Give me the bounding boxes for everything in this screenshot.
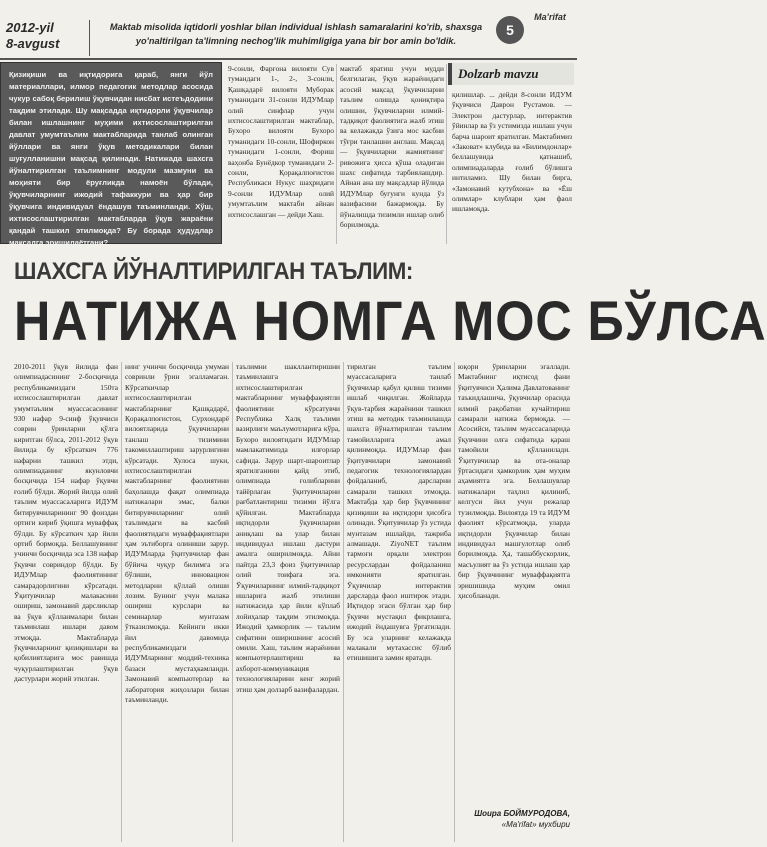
header-rule: [0, 58, 577, 60]
top-column-4: қилишлар. ... дейди 8-сонли ИДУМ ўқувчиси Даврон Рустамов. — Электрон дастурлар, интерактив ўйинлар ва ўз устимизда ишлаш учун барча шароит яратилган. Мактабимиз «Заковат» клубида ва «Билимдонлар» беллашувида қатнашиб, олимпиадаларда ғолиб бўлишга интиламиз. Шу билан бирга, «Замонавий кутубхона» ва «Ёш олимлар» клублари ҳам фаол ишламоқда.: [452, 90, 572, 214]
top-column-3: мактаб яратиш учун мудди белгилаган, ўқув жараёнидаги асосий мақсад ўқувчиларни таълим олишда қониқтира олишни, ўқувчиларни илмий-тадқиқот фаолиятига жалб этиш ва келажакда ўзига мос касбни тўғри танлашни англаш. Мақсад — ўқувчиларни жамиятнинг ривожига ҳисса қўша оладиган шахс сифатида тарбиялашдир. Айнан ана шу мақсадлар йўлида ИДУМлар бугунги кунда ўз вазифасини бажармоқда. Бу йўналишда тизимли ишлар олиб борилмоқда.: [340, 64, 444, 230]
lead-paragraph: Қизиқиши ва иқтидорига қараб, янги йўл материаллари, илмор педагогик методлар асосида чукур сабоқ берилиш ўқувчидан нисбат истеъдодини тақдим этилади. Шу мақсадда иқтидорли ўқувчилар билан ишлашнинг муҳими ихтисослаштирилган давлат умумтаълим мактабларида танлаб олинган йўллари ва янги ўқув методикалари билан шуғулланишни мақсад қилинади. Натижада шахсга йўналтирилган таълимнинг модули мазмуни ва моҳияти бир ёруғликда намоён бўлади, ўқувчиларнинг ижодий тафаккури ва ҳар бир ўқувчига индивидуал ёндашув таъминланди. Хўш, ихтисослаштирилган мактабларда ўқув жараёни қандай ташкил этилмоқда? Бу борада ҳудудлар мақсадга эришилаётгани?: [0, 62, 222, 244]
section-label: Dolzarb mavzu: [448, 63, 574, 85]
top-column-2: 9-сонли, Фарғона вилояти Сув тумандаги 1-, 2-, 3-сонли, Қашқадарё вилояти Муборак туманидаги 31-сонли ИДУМлар олий синфлар учун ихтисослаштирилган мактаблар, Бухоро вилояти Бухоро туманидаги 10-сонли, Шофиркон туманидаги 1-сонли, Фориш ваҳонба Бунёдкор туманидаги 2-сонли, Қорақалпоғистон Республикаси Нукус шаҳридаги 9-сонли ИДУМлар олий умумтаълим мактаби айнан ихтисослашган — дейди Хаш.: [228, 64, 334, 219]
page-number-badge: 5: [496, 16, 524, 44]
article-kicker: ШАХСГА ЙЎНАЛТИРИЛГАН ТАЪЛИМ:: [14, 258, 413, 285]
column-divider: [446, 64, 447, 244]
body-column-2: нинг учинчи босқичида умуман совринли ўрин эгалламаган. Кўрсаткичлар ихтисослаштирилган мактабларнинг Қашқадарё, Қорақалпоғистон, Сурхондарё вилоятларида ўқувчиларни танлаш тизимини такомиллаштириш зарурлигини кўрсатади. Хулоса шуки, ихтисослаштирилган мактабларнинг фаолиятини баҳолашда фақат олимпиада натижалари эмас, балки битирувчиларнинг олий таълимдаги ва касбий фаолиятидаги муваффақиятлари ҳам эътиборга олиниши зарур. ИДУМларда ўқитувчилар фан бўйича чуқур билимга эга бўлиши, инновацион методларни қўллай олиши лозим. Бунинг учун малака ошириш курслари ва семинарлар мунтазам ўтказилмоқда. Кейинги икки йил давомида республикамиздаги ИДУМларнинг моддий-техника базаси мустаҳкамланди. Замонавий компьютерлар ва лаборатория жиҳозлари билан таъминланди.: [125, 362, 229, 704]
body-column-1: 2010-2011 ўқув йилида фан олимпиадасининг 2-босқичида республикамиздаги 150та ихтисослаштирилган давлат умумтаълим муассасасининг 930 нафар 9-синф ўқувчиси соврин ўринларни қўлга киритган бўлса, 2011-2012 ўқув йилида бу кўрсаткич 776 нафарни ташкил этди, олимпиаданинг якунловчи босқичида 154 нафар ўқувчи ғолиб бўлди. Жорий йилда олий таълим муассасаларига ИДУМ битирувчиларининг 90 фоиздан ортиғи кириб ўқишга муваффақ бўлди. Бу кўрсаткич ҳар йили ортиб бормоқда. Беллашувнинг учинчи босқичида эса 138 нафар ўқувчи совриндор бўлди. Бу ИДУМлар фаолиятининг самарадорлигини кўрсатади. Ўқитувчилар малакасини ошириш, замонавий дарсликлар ва ўқув қўлланмалари билан таъминлаш ишлари давом этмоқда. Мактабларда ўқувчиларнинг қизиқишлари ва қобилиятларига мос равишда чуқурлаштирилган ўқув дастурлари жорий этилган.: [14, 362, 118, 684]
issue-day: 8-avgust: [6, 36, 60, 51]
column-divider: [336, 64, 337, 244]
column-divider: [454, 362, 455, 842]
issue-date: [0, 20, 90, 56]
author-name: Шоира БОЙМУРОДОВА,: [474, 809, 570, 818]
page-header: [0, 0, 577, 60]
body-column-4: тирилган таълим муассасаларига танлаб ўқувчилар қабул қилиш тизими ишлаб чиқилган. Жойларда ўқув-тарбия жараёнини ташкил этиш ва методик таъминлашда шахсга йўналтирилган таълим тамойилларига амал қилинмоқда. ИДУМлар фан ўқитувчилари замонавий педагогик технологиялардан фойдаланиб, дарсларни самарали ташкил этмоқда. Мактабда ҳар бир ўқувчининг қизиқиши ва иқтидори ҳисобга олинади. Ўқитувчилар ўз устида мунтазам ишлайди, тажриба алмашади. ZiyoNET таълим тармоғи орқали электрон ресурслардан фойдаланиш имконияти яратилган. Ўқувчилар интерактив дарсларда фаол иштирок этади. Иқтидор эгаси бўлган ҳар бир ўқувчи мустақил фикрлашга, ижодий ёндашувга ўргатилади. Бу эса уларнинг келажакда малакали мутахассис бўлиб етишишига замин яратади.: [347, 362, 451, 663]
header-tagline: Maktab misolida iqtidorli yoshlar bilan individual ishlash samaralarini ko'rib, shaxsga yo'naltirilgan ta'limning nechog'lik muhimligiga yana bir bor amin bo'ldik.: [109, 22, 483, 46]
newspaper-masthead: Ma'rifat: [534, 12, 566, 22]
body-column-3: таълимни шакллантиришни таъминлашга ихтисослаштирилган мактабларнинг муваффақиятли фаолиятини кўрсатувчи Республика Халқ таълими вазирлиги маълумотларига кўра, Бухоро вилоятидаги ИДУМлар мамлакатимизда илғорлар сафида. Зарур шарт-шароитлар яратилганини қайд этиб, олимпиада ғолибларини тайёрлаган ўқитувчиларни рағбатлантириш тизими йўлга қўйилган. Мактабларда иқтидорли ўқувчиларни аниқлаш ва улар билан индивидуал ишлаш дастури амалга оширилмоқда. Айни пайтда 23,3 фоиз ўқитувчилар олий тоифага эга. Ўқувчиларнинг илмий-тадқиқот ишларига жалб этилиши натижасида ҳар йили кўплаб лойиҳалар тақдим этилмоқда. Ижодий ҳамкорлик — таълим сифатини оширишнинг асосий омили. Хаш, таълим жараёнини компьютерлаштириш ва ахборот-коммуникация технологияларини кенг жорий этиш ҳам долзарб вазифалардан.: [236, 362, 340, 694]
column-divider: [232, 362, 233, 842]
author-signature: [450, 808, 570, 838]
article-headline: НАТИЖА НОМГА МОС БЎЛСА: [14, 289, 767, 352]
issue-year: 2012-yil: [6, 20, 54, 35]
column-divider: [121, 362, 122, 842]
body-column-5: юқори ўринларни эгаллади. Мактабнинг иқтисод фани ўқитувчиси Ҳалима Давлатованинг таъкидлашича, ўқувчилар орасида илмий рақобатни кучайтириш самарали натижа бермоқда. — Асосийси, таълим муассасаларида ўқувчини олға сифатида қараш тамойили қўлланилади. Ўқитувчилар ва ота-оналар ўртасидаги ҳамкорлик ҳам муҳим аҳамиятга эга. Беллашувлар натижалари таҳлил қилиниб, келгуси йил учун режалар тузилмоқда. Вилоятда 19 та ИДУМ фаолият кўрсатмоқда, уларда иқтидорли ўқувчилар билан индивидуал машғулотлар олиб борилмоқда. Ҳа, ташаббускорлик, масъулият ва ўз устида ишлаш ҳар бир ўқувчининг муваффақиятга эришишида муҳим омил ҳисобланади.: [458, 362, 570, 600]
author-role: «Ma'rifat» мухбири: [501, 820, 570, 829]
column-divider: [343, 362, 344, 842]
